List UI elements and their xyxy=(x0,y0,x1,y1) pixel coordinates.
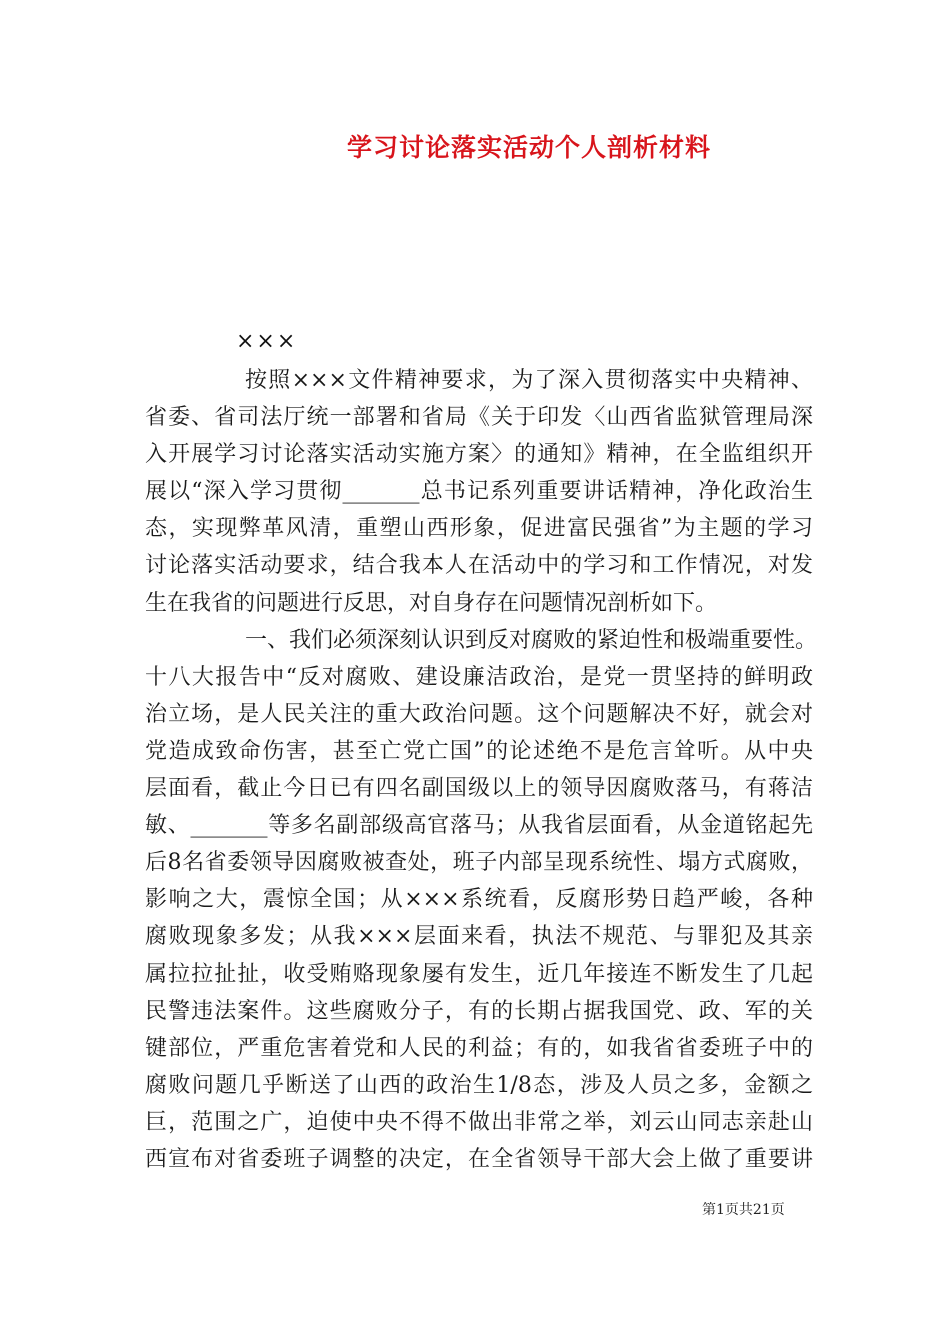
paragraph-line: 生在我省的问题进行反思，对自身存在问题情况剖析如下。 xyxy=(145,590,718,616)
paragraph-line: 民警违法案件。这些腐败分子，有的长期占据我国党、政、军的关 xyxy=(145,998,813,1024)
paragraph-line: 入开展学习讨论落实活动实施方案〉的通知》精神，在全监组织开 xyxy=(145,442,813,468)
author-name: ××× xyxy=(236,329,298,354)
paragraph-line: 态，实现弊革风清，重塑山西形象，促进富民强省”为主题的学习 xyxy=(145,516,813,542)
paragraph-line: 展以“深入学习贯彻_______总书记系列重要讲话精神，净化政治生 xyxy=(145,479,813,505)
document-body xyxy=(145,362,818,1178)
paragraph-line: 敏、_______等多名副部级高官落马；从我省层面看，从金道铭起先 xyxy=(145,813,813,839)
paragraph-line: 腐败现象多发；从我×××层面来看，执法不规范、与罪犯及其亲 xyxy=(145,924,813,950)
paragraph-line: 省委、省司法厅统一部署和省局《关于印发〈山西省监狱管理局深 xyxy=(145,405,813,431)
page-number: 第1页共21页 xyxy=(702,1202,785,1218)
paragraph-line: 键部位，严重危害着党和人民的利益；有的，如我省省委班子中的 xyxy=(145,1035,813,1061)
paragraph-line: 十八大报告中“反对腐败、建设廉洁政治，是党一贯坚持的鲜明政 xyxy=(145,664,813,690)
paragraph-line: 西宣布对省委班子调整的决定，在全省领导干部大会上做了重要讲 xyxy=(145,1146,813,1172)
document-title: 学习讨论落实活动个人剖析材料 xyxy=(346,133,711,162)
paragraph-line: 讨论落实活动要求，结合我本人在活动中的学习和工作情况，对发 xyxy=(145,553,813,579)
paragraph-line: 影响之大，震惊全国；从×××系统看，反腐形势日趋严峻，各种 xyxy=(145,887,813,913)
paragraph-line: 巨，范围之广，迫使中央不得不做出非常之举，刘云山同志亲赴山 xyxy=(145,1109,813,1135)
paragraph-line: 属拉拉扯扯，收受贿赂现象屡有发生，近几年接连不断发生了几起 xyxy=(145,961,813,987)
section-heading-line: 一、我们必须深刻认识到反对腐败的紧迫性和极端重要性。 xyxy=(245,627,818,653)
paragraph-line: 治立场，是人民关注的重大政治问题。这个问题解决不好，就会对 xyxy=(145,701,813,727)
paragraph-line: 后8名省委领导因腐败被查处，班子内部呈现系统性、塌方式腐败， xyxy=(145,850,813,876)
paragraph-line: 按照×××文件精神要求，为了深入贯彻落实中央精神、 xyxy=(245,368,813,393)
paragraph-line: 党造成致命伤害，甚至亡党亡国”的论述绝不是危言耸听。从中央 xyxy=(145,738,813,764)
paragraph-line: 层面看，截止今日已有四名副国级以上的领导因腐败落马，有蒋洁 xyxy=(145,776,813,802)
paragraph-line: 腐败问题几乎断送了山西的政治生1/8态，涉及人员之多，金额之 xyxy=(145,1072,813,1098)
